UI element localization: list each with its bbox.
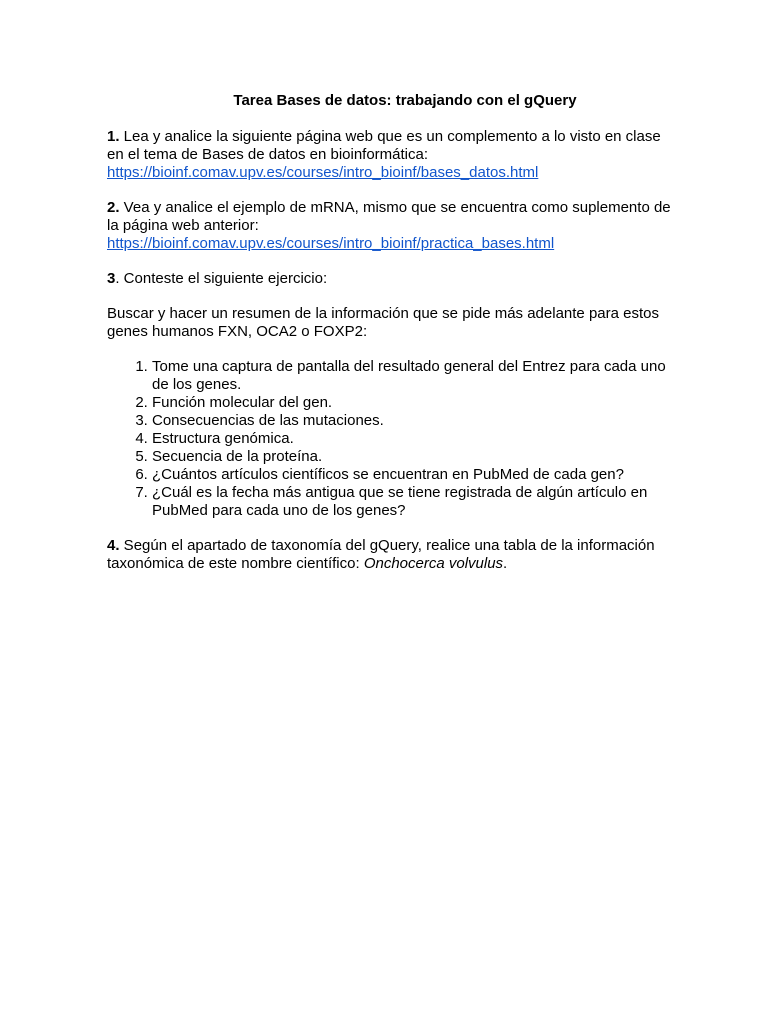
list-item: 7. ¿Cuál es la fecha más antigua que se tiene registrada de algún artículo en PubMed para cada uno de los genes?: [152, 484, 677, 520]
question-4-end: .: [503, 555, 508, 572]
species-name: Onchocerca volvulus: [363, 555, 504, 572]
list-item: 4. Estructura genómica.: [152, 430, 677, 448]
question-1-number: 1.: [107, 128, 120, 145]
question-4: [107, 537, 677, 573]
practica-bases-link[interactable]: https://bioinf.comav.upv.es/courses/intro_bioinf/practica_bases.html: [107, 235, 555, 252]
document-title: Tarea Bases de datos: trabajando con el gQuery: [233, 92, 577, 109]
document-body: [107, 92, 677, 590]
question-1: [107, 128, 677, 182]
question-3: [107, 270, 677, 288]
list-item: 6. ¿Cuántos artículos científicos se encuentran en PubMed de cada gen?: [152, 466, 677, 484]
question-3-number: 3: [107, 270, 116, 287]
question-2-text: Vea y analice el ejemplo de mRNA, mismo que se encuentra como suplemento de la página web anterior:: [107, 199, 671, 234]
question-3-intro: Buscar y hacer un resumen de la información que se pide más adelante para estos genes humanos FXN, OCA2 o FOXP2:: [107, 305, 659, 340]
list-item: 1. Tome una captura de pantalla del resultado general del Entrez para cada uno de los genes.: [152, 358, 677, 394]
list-item: 2. Función molecular del gen.: [152, 394, 677, 412]
bases-datos-link[interactable]: https://bioinf.comav.upv.es/courses/intro_bioinf/bases_datos.html: [107, 164, 539, 181]
question-1-text: Lea y analice la siguiente página web que es un complemento a lo visto en clase en el tema de Bases de datos en bioinformática:: [107, 128, 661, 163]
task-list: [107, 358, 677, 520]
question-3-text: . Conteste el siguiente ejercicio:: [115, 270, 328, 287]
question-4-number: 4.: [107, 537, 120, 554]
list-item: 5. Secuencia de la proteína.: [152, 448, 677, 466]
question-4-text: Según el apartado de taxonomía del gQuery, realice una tabla de la información taxonómica de este nombre científico:: [107, 537, 655, 572]
question-2-number: 2.: [107, 199, 120, 216]
question-2: [107, 199, 677, 253]
list-item: 3. Consecuencias de las mutaciones.: [152, 412, 677, 430]
